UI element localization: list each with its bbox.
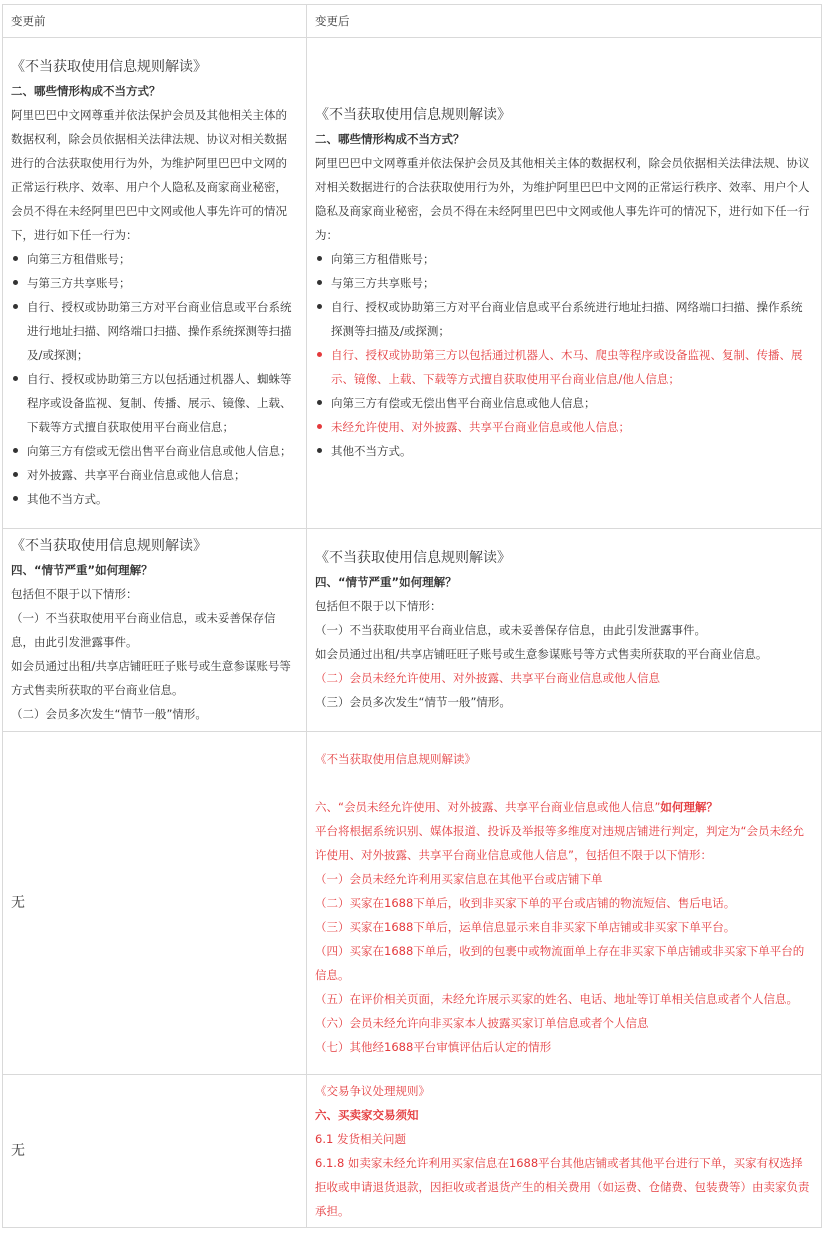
list-item: 向第三方租借账号； <box>11 247 298 271</box>
row2-after-cell <box>307 529 822 732</box>
table-row <box>3 732 822 1075</box>
section-title-prefix: 六、“会员未经允许使用、对外披露、共享平台商业信息或他人信息” <box>315 800 661 814</box>
text-line: （三）买家在1688下单后，运单信息显示来自非买家下单店铺或非买家下单平台。 <box>315 920 736 934</box>
list-item: 其他不当方式。 <box>315 439 813 463</box>
section-title: 二、哪些情形构成不当方式？ <box>11 84 161 98</box>
section-title: 四、“情节严重”如何理解？ <box>11 563 153 577</box>
text-line: （二）买家在1688下单后，收到非买家下单的平台或店铺的物流短信、售后电话。 <box>315 896 736 910</box>
section-title: 六、买卖家交易须知 <box>315 1108 419 1122</box>
row4-after-cell <box>307 1075 822 1228</box>
change-comparison-table <box>2 4 822 1228</box>
list-item: 自行、授权或协助第三方对平台商业信息或平台系统进行地址扫描、网络端口扫描、操作系统探测等扫描及/或探测； <box>11 295 298 367</box>
table-row <box>3 1075 822 1228</box>
list-item: 自行、授权或协助第三方以包括通过机器人、蜘蛛等程序或设备监视、复制、传播、展示、镜像、上载、下载等方式擅自获取使用平台商业信息； <box>11 367 298 439</box>
rule-list <box>315 247 813 463</box>
list-item: 其他不当方式。 <box>11 487 298 511</box>
doc-title: 《不当获取使用信息规则解读》 <box>315 550 511 566</box>
text-line: 包括但不限于以下情形： <box>11 587 138 601</box>
list-item: 向第三方有偿或无偿出售平台商业信息或他人信息； <box>11 439 298 463</box>
doc-title: 《不当获取使用信息规则解读》 <box>315 752 476 766</box>
row1-after-cell <box>307 38 822 529</box>
changed-text-line: （二）会员未经允许使用、对外披露、共享平台商业信息或他人信息 <box>315 671 660 685</box>
list-item: 向第三方有偿或无偿出售平台商业信息或他人信息； <box>315 391 813 415</box>
changed-list-item: 自行、授权或协助第三方以包括通过机器人、木马、爬虫等程序或设备监视、复制、传播、展示、镜像、上载、下载等方式擅自获取使用平台商业信息/他人信息； <box>315 343 813 391</box>
list-item: 与第三方共享账号； <box>11 271 298 295</box>
text-line: （二）会员多次发生“情节一般”情形。 <box>11 707 207 721</box>
text-line: 如会员通过出租/共享店铺旺旺子账号或生意参谋账号等方式售卖所获取的平台商业信息。 <box>11 659 291 697</box>
row3-before-none: 无 <box>3 732 307 1075</box>
changed-list-item: 未经允许使用、对外披露、共享平台商业信息或他人信息； <box>315 415 813 439</box>
text-line: 如会员通过出租/共享店铺旺旺子账号或生意参谋账号等方式售卖所获取的平台商业信息。 <box>315 647 768 661</box>
spacer <box>315 771 813 795</box>
doc-title: 《不当获取使用信息规则解读》 <box>11 538 207 554</box>
rule-list <box>11 247 298 511</box>
text-line: （一）不当获取使用平台商业信息，或未妥善保存信息，由此引发泄露事件。 <box>11 611 276 649</box>
text-line: 包括但不限于以下情形： <box>315 599 442 613</box>
doc-title: 《不当获取使用信息规则解读》 <box>11 59 207 75</box>
sub-title: 6.1 发货相关问题 <box>315 1132 406 1146</box>
text-line: （五）在评价相关页面，未经允许展示买家的姓名、电话、地址等订单相关信息或者个人信息。 <box>315 992 798 1006</box>
list-item: 自行、授权或协助第三方对平台商业信息或平台系统进行地址扫描、网络端口扫描、操作系统探测等扫描及/或探测； <box>315 295 813 343</box>
row1-before-cell <box>3 38 307 529</box>
section-title <box>315 795 813 819</box>
table-row <box>3 529 822 732</box>
header-before: 变更前 <box>3 5 307 38</box>
text-line: （三）会员多次发生“情节一般”情形。 <box>315 695 511 709</box>
list-item: 与第三方共享账号； <box>315 271 813 295</box>
intro-text: 平台将根据系统识别、媒体报道、投诉及举报等多维度对违规店铺进行判定，判定为“会员未经允许使用、对外披露、共享平台商业信息或他人信息”，包括但不限于以下情形： <box>315 824 804 862</box>
text-line: （一）不当获取使用平台商业信息，或未妥善保存信息，由此引发泄露事件。 <box>315 623 706 637</box>
table-row <box>3 38 822 529</box>
row2-before-cell <box>3 529 307 732</box>
intro-text: 阿里巴巴中文网尊重并依法保护会员及其他相关主体的数据权利，除会员依据相关法律法规、协议对相关数据进行的合法获取使用行为外，为维护阿里巴巴中文网的正常运行秩序、效率、用户个人隐私及商家商业秘密，会员不得在未经阿里巴巴中文网或他人事先许可的情况下，进行如下任一行为： <box>315 156 810 242</box>
text-line: （四）买家在1688下单后，收到的包裹中或物流面单上存在非买家下单店铺或非买家下单平台的信息。 <box>315 944 805 982</box>
list-item: 对外披露、共享平台商业信息或他人信息； <box>11 463 298 487</box>
text-line: （七）其他经1688平台审慎评估后认定的情形 <box>315 1040 552 1054</box>
text-line: （一）会员未经允许利用买家信息在其他平台或店铺下单 <box>315 872 603 886</box>
clause-text: 6.1.8 如卖家未经允许利用买家信息在1688平台其他店铺或者其他平台进行下单，买家有权选择拒收或申请退货退款，因拒收或者退货产生的相关费用（如运费、仓储费、包装费等）由卖家负责承担。 <box>315 1156 810 1218</box>
header-after: 变更后 <box>307 5 822 38</box>
section-title: 四、“情节严重”如何理解？ <box>315 575 457 589</box>
doc-title: 《不当获取使用信息规则解读》 <box>315 107 511 123</box>
text-line: （六）会员未经允许向非买家本人披露买家订单信息或者个人信息 <box>315 1016 649 1030</box>
row3-after-cell <box>307 732 822 1075</box>
intro-text: 阿里巴巴中文网尊重并依法保护会员及其他相关主体的数据权利，除会员依据相关法律法规、协议对相关数据进行的合法获取使用行为外，为维护阿里巴巴中文网的正常运行秩序、效率、用户个人隐私及商家商业秘密，会员不得在未经阿里巴巴中文网或他人事先许可的情况下，进行如下任一行为： <box>11 108 287 242</box>
section-title: 二、哪些情形构成不当方式？ <box>315 132 465 146</box>
row4-before-none: 无 <box>3 1075 307 1228</box>
table-header-row <box>3 5 822 38</box>
doc-title: 《交易争议处理规则》 <box>315 1084 430 1098</box>
section-title-suffix: 如何理解？ <box>660 800 718 814</box>
list-item: 向第三方租借账号； <box>315 247 813 271</box>
